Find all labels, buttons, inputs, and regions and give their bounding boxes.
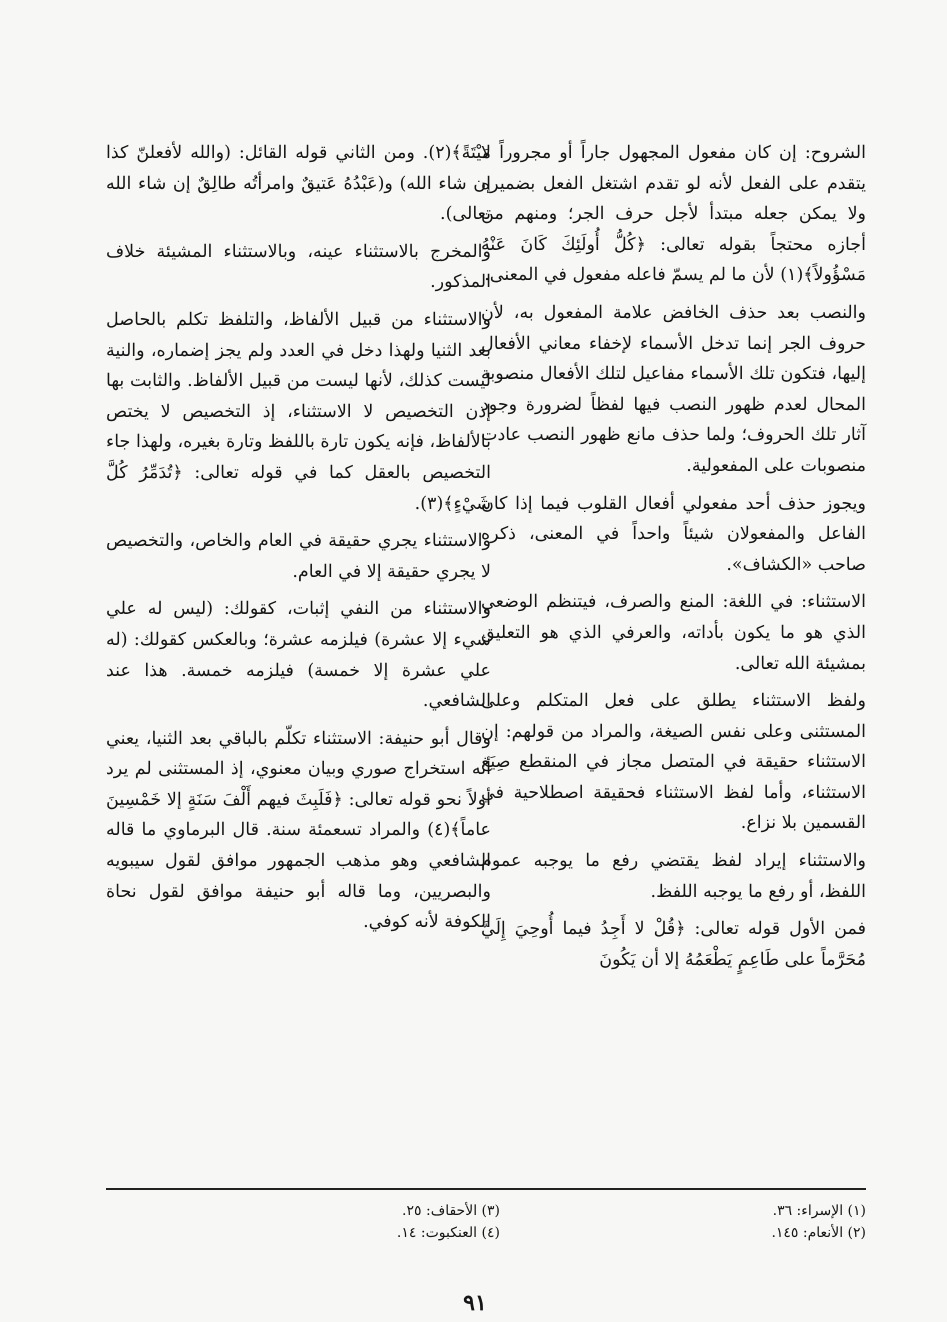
paragraph: والاستثناء من النفي إثبات، كقولك: (ليس له علي شيء إلا عشرة) فيلزمه عشرة؛ وبالعكس كقولك: (له علي عشرة إلا خمسة) فيلزمه خمسة. هذا عند الشافعي.: [106, 599, 491, 712]
footnote: (٣) الأحقاف: ٢٥.: [402, 1203, 500, 1219]
paragraph: ويجوز حذف أحد مفعولي أفعال القلوب فيما إذا كان الفاعل والمفعولان شيئاً واحداً في المعنى، ذكره صاحب «الكشاف».: [481, 493, 866, 575]
footnote: (١) الإسراء: ٣٦.: [772, 1203, 866, 1219]
left-column: [106, 138, 491, 945]
paragraph: الشروح: إن كان مفعول المجهول جاراً أو مجروراً لا يتقدم على الفعل لأنه لو تقدم اشتغل الفعل بضميره ولا يمكن جعله مبتدأ لأجل حرف الجر؛ ومنهم من أجازه محتجاً بقوله تعالى: ﴿كُلُّ أُولَئِكَ كَانَ عَنْهُ مَسْؤُولاً﴾(١) لأن ما لم يسمّ فاعله مفعول في المعنى.: [481, 143, 866, 286]
paragraph: والمخرج بالاستثناء عينه، وبالاستثناء المشيئة خلاف المذكور.: [106, 241, 491, 293]
footnote-separator: [106, 1188, 866, 1190]
paragraph: الاستثناء: في اللغة: المنع والصرف، فيتنظم الوضعي الذي هو ما يكون بأداته، والعرفي الذي هو التعليق بمشيئة الله تعالى.: [481, 592, 866, 674]
footnote: (٢) الأنعام: ١٤٥.: [771, 1225, 866, 1241]
paragraph: والاستثناء من قبيل الألفاظ، والتلفظ تكلم بالحاصل بعد الثنيا ولهذا دخل في العدد ولم يجز إضماره، والنية ليست كذلك، لأنها ليست من قبيل الألفاظ. والثابت بها إذن التخصيص لا الاستثناء، إذ التخصيص لا يختص بالألفاظ، فإنه يكون تارة باللفظ وتارة بغيره، ولهذا جاء التخصيص بالعقل كما في قوله تعالى: ﴿تُدَمِّرُ كُلَّ شَيْءٍ﴾(٣).: [106, 309, 491, 514]
page-number: ٩١: [463, 1290, 487, 1316]
paragraph: والاستثناء إيراد لفظ يقتضي رفع ما يوجبه عموم اللفظ، أو رفع ما يوجبه اللفظ.: [481, 851, 866, 902]
paragraph: والاستثناء يجري حقيقة في العام والخاص، والتخصيص لا يجري حقيقة إلا في العام.: [106, 531, 491, 582]
paragraph: مَيْتَةً﴾(٢). ومن الثاني قوله القائل: (والله لأفعلنّ كذا إن شاء الله) و(عَبْدُهُ عَتيقٌ وامرأتُه طالِقٌ إن شاء الله تعالى).: [106, 143, 491, 225]
paragraph: ولفظ الاستثناء يطلق على فعل المتكلم وعلى المستثنى وعلى نفس الصيغة، والمراد من قولهم: إن الاستثناء حقيقة في المتصل مجاز في المنقطع صِيَغ الاستثناء، وأما لفظ الاستثناء فحقيقة اصطلاحية في القسمين بلا نزاع.: [481, 691, 866, 834]
paragraph: فمن الأول قوله تعالى: ﴿قُلْ لا أَجِدُ فيما أُوحِيَ إِلَيَّ مُحَرَّماً على طَاعِمٍ يَطْعَمُهُ إلا أن يَكُونَ: [481, 919, 866, 970]
paragraph: والنصب بعد حذف الخافض علامة المفعول به، لأن حروف الجر إنما تدخل الأسماء لإخفاء معاني الأفعال إليها، فتكون تلك الأسماء مفاعيل لتلك الأفعال منصوبة المحال لعدم ظهور النصب فيها لفظاً لضرورة وجود آثار تلك الحروف؛ ولما حذف مانع ظهور النصب عادت منصوبات على المفعولية.: [481, 302, 866, 476]
paragraph: وقال أبو حنيفة: الاستثناء تكلّم بالباقي بعد الثنيا، يعني أنه استخراج صوري وبيان معنوي، إذ المستثنى لم يرد أولاً نحو قوله تعالى: ﴿فَلَبِثَ فيهم أَلْفَ سَنَةٍ إلا خَمْسِينَ عاماً﴾(٤) والمراد تسعمئة سنة. قال البرماوي ما قاله الشافعي وهو مذهب الجمهور موافق لقول سيبويه والبصريين، وما قاله أبو حنيفة موافق لقول نحاة الكوفة لأنه كوفي.: [106, 728, 491, 933]
right-column: [481, 138, 866, 982]
footnotes-right: [640, 1200, 866, 1244]
footnotes-left: [280, 1200, 500, 1244]
footnote: (٤) العنكبوت: ١٤.: [396, 1225, 500, 1241]
